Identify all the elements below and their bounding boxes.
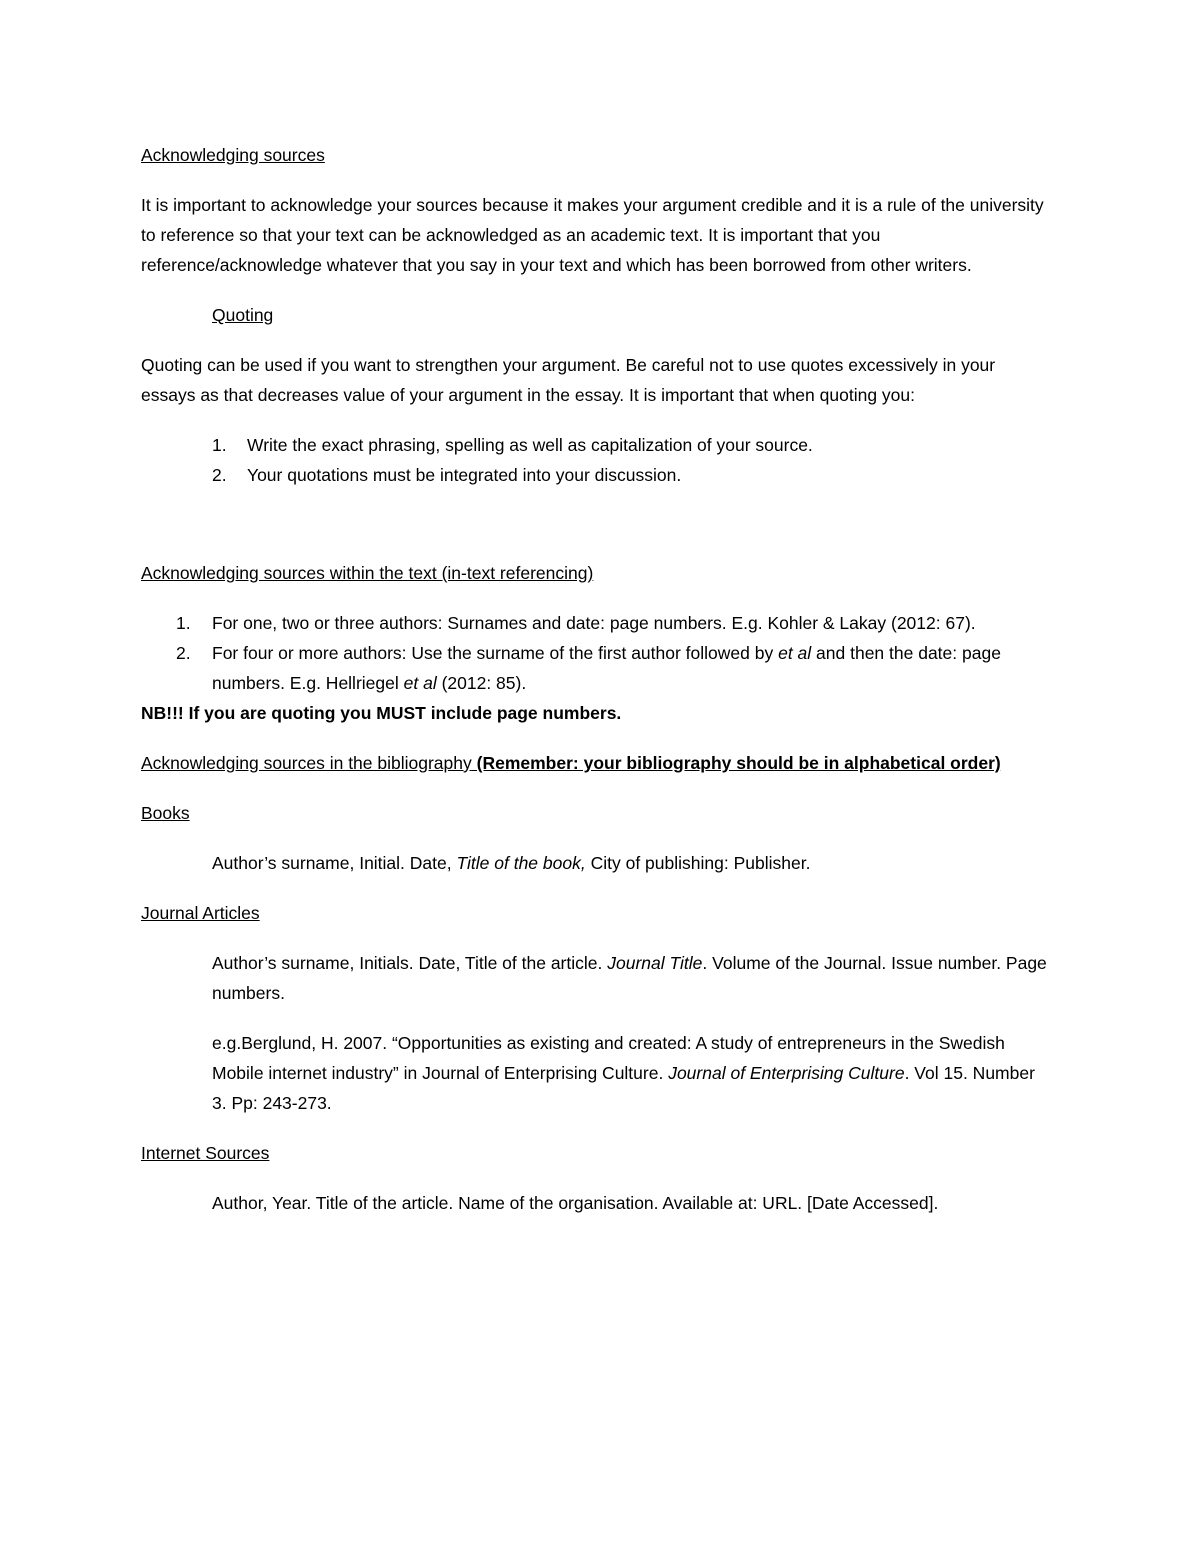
journal-example-part: e.g.Berglund, H. 2007. “Opportunities as existing and created: A study of entrepreneurs in the Swedish Mobile internet industry” in Journal of Enterprising Culture.: [212, 1033, 1005, 1083]
books-format-part: City of publishing: Publisher.: [585, 853, 811, 873]
journal-example: [141, 1028, 1051, 1118]
bibliography-heading-text: Acknowledging sources in the bibliography: [141, 753, 472, 773]
journal-format-part: . Volume of the Journal. Issue number. Page numbers.: [212, 953, 1047, 1003]
list-item-text-part: (2012: 85).: [436, 673, 527, 693]
list-item-text-part: For four or more authors: Use the surname of the first author followed by: [212, 643, 779, 663]
list-item-number: 2.: [176, 643, 191, 663]
list-item-text: Write the exact phrasing, spelling as well as capitalization of your source.: [247, 435, 813, 455]
journal-example-title: Journal of Enterprising Culture: [668, 1063, 905, 1083]
quoting-paragraph: Quoting can be used if you want to strengthen your argument. Be careful not to use quotes excessively in your essays as that decreases value of your argument in the essay. It is important that when quoting you:: [141, 355, 996, 405]
list-item: [141, 460, 1051, 490]
list-item: [141, 638, 1051, 698]
subheading-internet-sources: Internet Sources: [141, 1143, 270, 1163]
list-item-text-part: and then the date: page numbers. E.g. Hellriegel: [212, 643, 1001, 693]
list-item-text: Your quotations must be integrated into your discussion.: [247, 465, 682, 485]
list-item-text: [212, 643, 1001, 693]
subheading-journal-articles: Journal Articles: [141, 903, 260, 923]
et-al-italic: et al: [403, 673, 437, 693]
bibliography-heading-remark: (Remember: your bibliography should be in alphabetical order): [471, 753, 1001, 773]
journal-format: [141, 948, 1051, 1008]
section-heading-quoting: Quoting: [212, 305, 274, 325]
section-heading-bibliography: [141, 748, 1051, 778]
in-text-referencing-list: [141, 608, 1051, 698]
books-format-title: Title of the book,: [456, 853, 586, 873]
journal-example-part: . Vol 15. Number 3. Pp: 243-273.: [212, 1063, 1035, 1113]
journal-format-part: Author’s surname, Initials. Date, Title of the article.: [212, 953, 608, 973]
quoting-list: [141, 430, 1051, 490]
list-item: [141, 608, 1051, 638]
list-item-number: 2.: [212, 465, 227, 485]
document-page: [141, 140, 1051, 1238]
books-format: [141, 848, 1051, 878]
list-item-number: 1.: [176, 613, 191, 633]
list-item-text: For one, two or three authors: Surnames and date: page numbers. E.g. Kohler & Lakay (2012: 67).: [212, 613, 976, 633]
internet-format: Author, Year. Title of the article. Name of the organisation. Available at: URL. [Date Accessed].: [212, 1193, 939, 1213]
section-heading-in-text-referencing: Acknowledging sources within the text (in-text referencing): [141, 563, 594, 583]
list-item: [141, 430, 1051, 460]
et-al-italic: et al: [778, 643, 812, 663]
subheading-books: Books: [141, 803, 190, 823]
intro-paragraph: It is important to acknowledge your sources because it makes your argument credible and it is a rule of the university to reference so that your text can be acknowledged as an academic text. It is important that you reference/acknowledge whatever that you say in your text and which has been borrowed from other writers.: [141, 195, 1044, 275]
journal-format-title: Journal Title: [607, 953, 703, 973]
list-item-number: 1.: [212, 435, 227, 455]
nb-note: NB!!! If you are quoting you MUST include page numbers.: [141, 703, 622, 723]
section-heading-acknowledging-sources: Acknowledging sources: [141, 145, 325, 165]
books-format-part: Author’s surname, Initial. Date,: [212, 853, 457, 873]
